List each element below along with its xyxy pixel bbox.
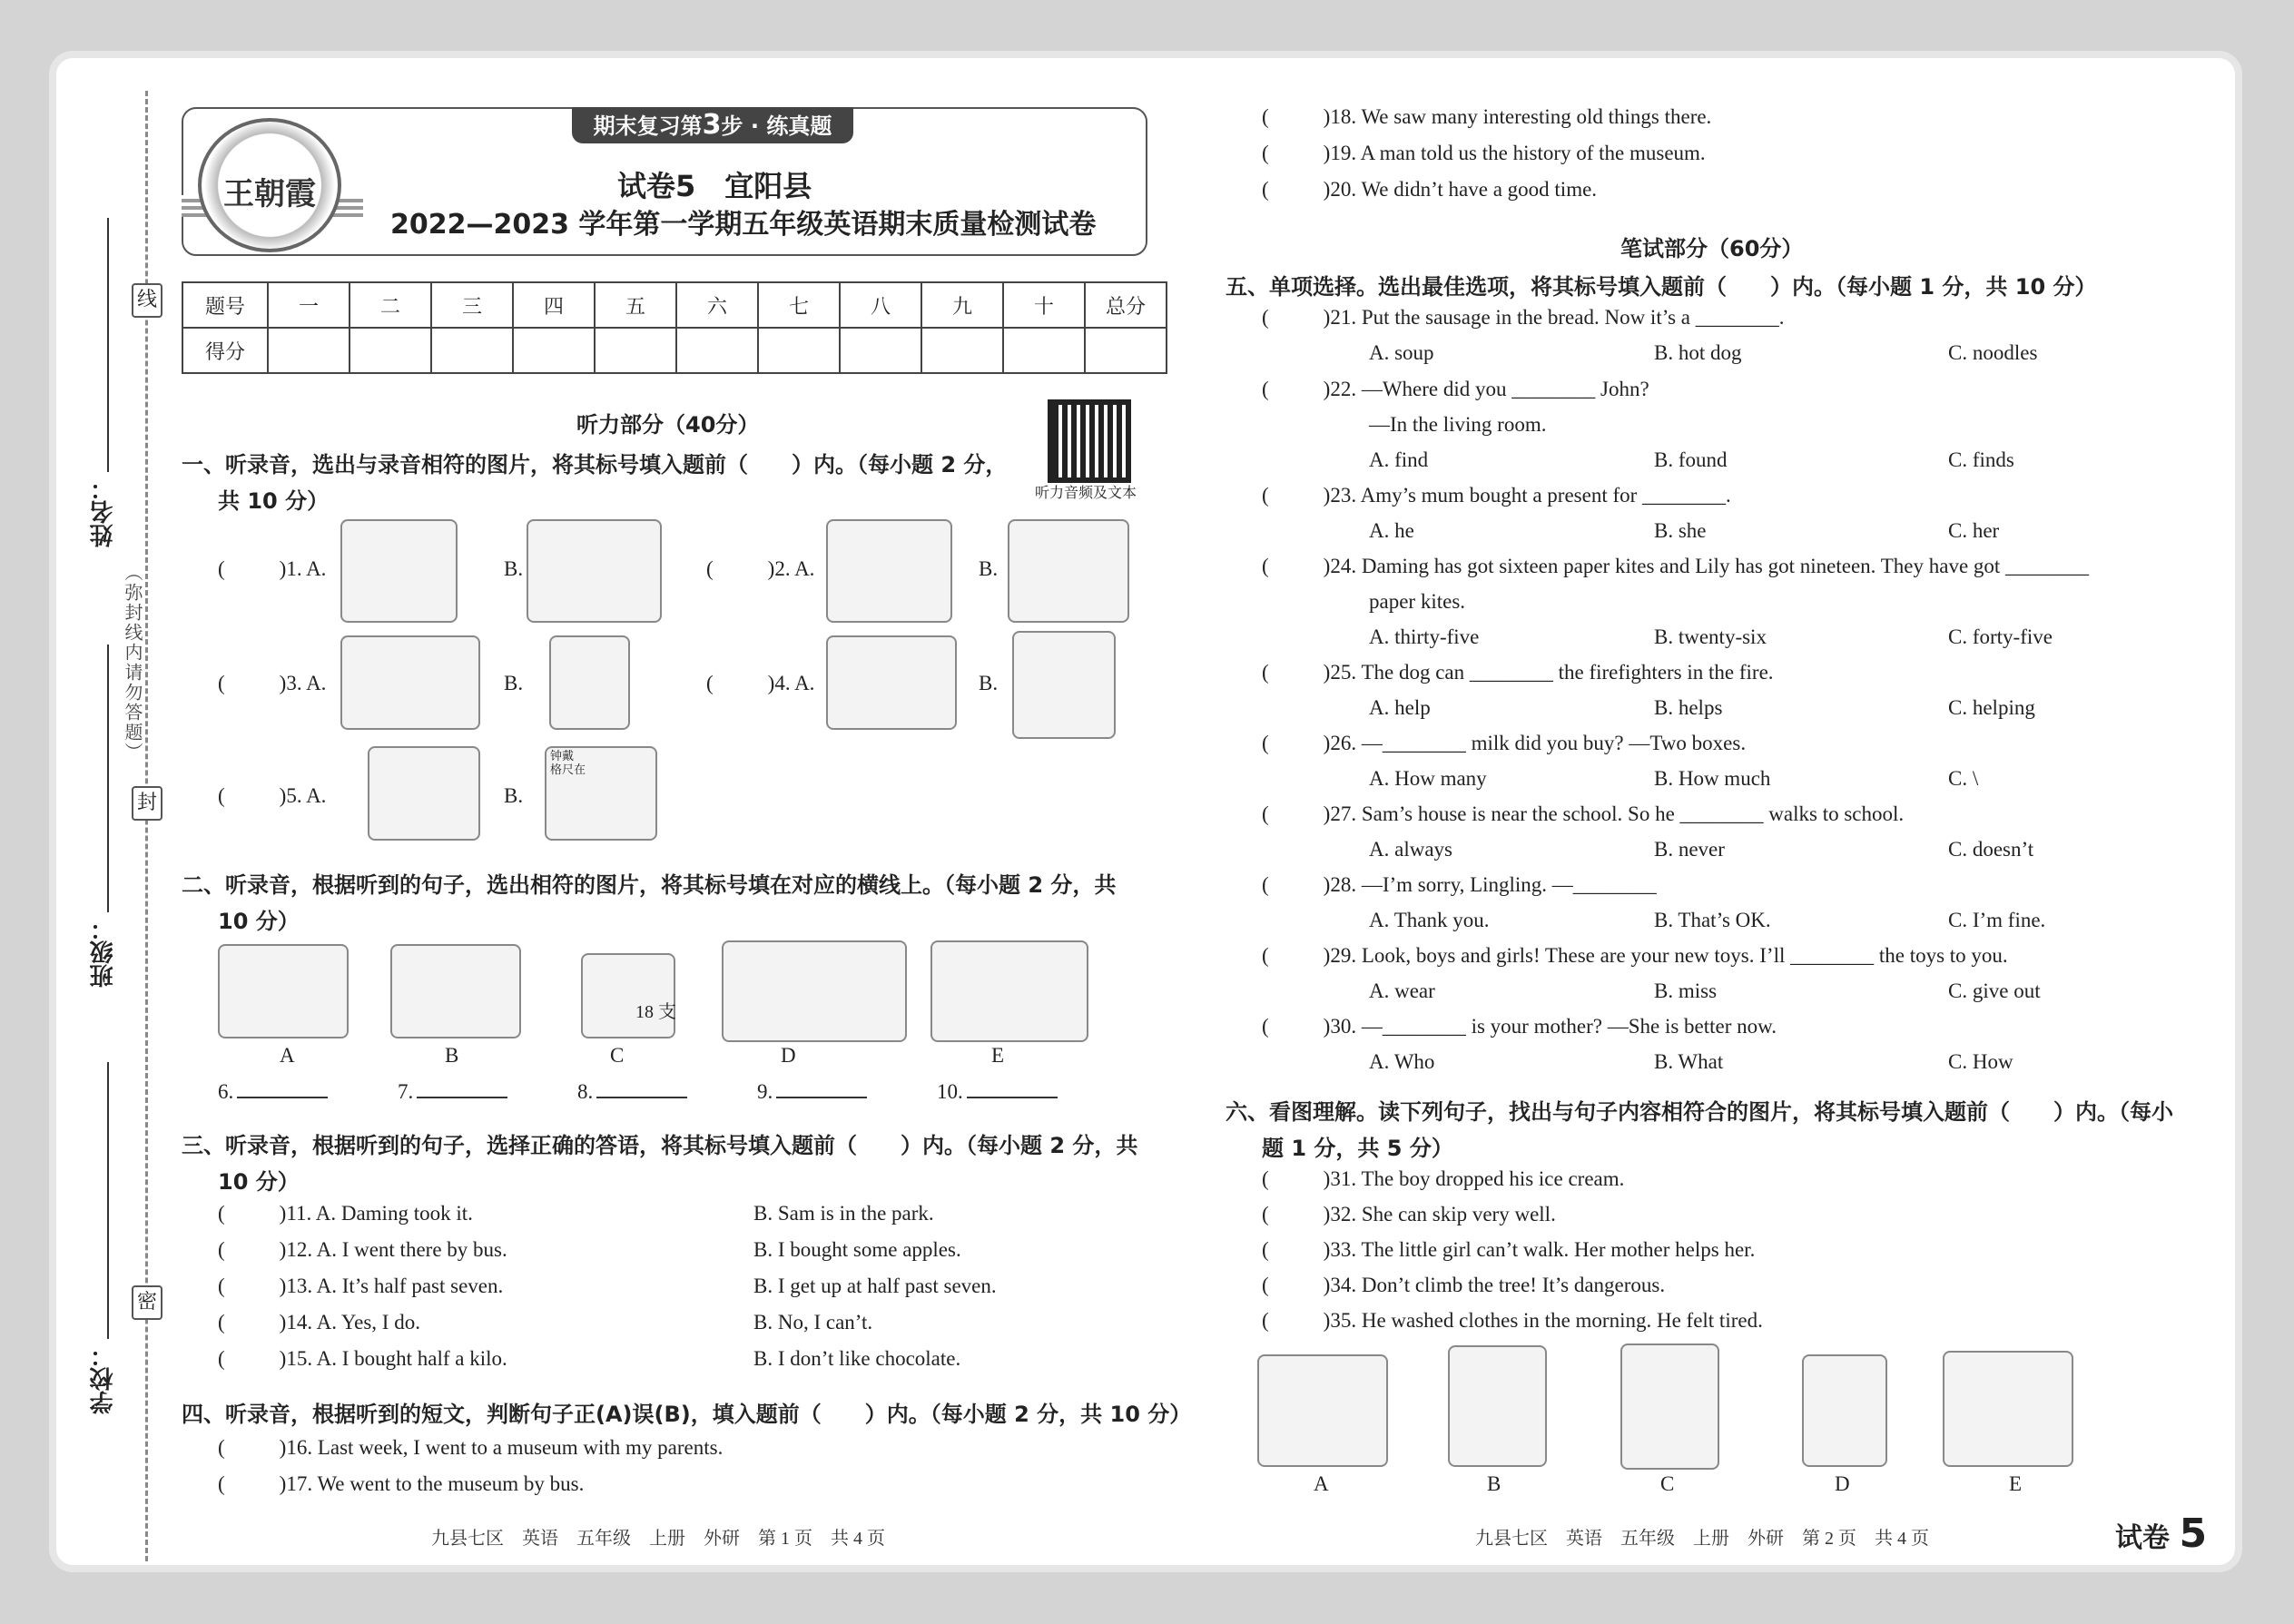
q30-option-c: C. How [1948,1050,2013,1073]
footer-left: 九县七区 英语 五年级 上册 外研 第 1 页 共 4 页 [431,1529,885,1549]
q29-option-a: A. wear [1369,979,1435,1002]
sec1-title-cont: 共 10 分） [218,488,330,514]
binding-note: （弥封线内请勿答题） [122,563,143,763]
sec2-picture-b [390,944,521,1038]
q21: ( )21. Put the sausage in the bread. Now it’s a ________. [1262,306,1785,329]
q28-option-b: B. That’s OK. [1654,909,1771,931]
q28-option-a: A. Thank you. [1369,909,1490,931]
sec1-title: 一、听录音，选出与录音相符的图片，将其标号填入题前（ ）内。（每小题 2 分， [182,452,1008,477]
sec2-picture-a [218,944,349,1038]
q35: ( )35. He washed clothes in the morning. He felt tired. [1262,1309,1763,1332]
sec6-picture-d [1802,1354,1887,1467]
answer-blank-6[interactable]: 6. [218,1080,328,1104]
q2-picture-b [1008,519,1129,623]
sec2-label-e: E [991,1044,1005,1067]
sec6-picture-e [1943,1351,2073,1467]
q22: ( )22. —Where did you ________ John? [1262,378,1649,400]
q29-option-b: B. miss [1654,979,1718,1002]
q4-picture-a [826,635,957,730]
q4-picture-b [1012,631,1116,739]
q11: ( )11. A. Daming took it. [218,1202,473,1225]
q30-option-a: A. Who [1369,1050,1435,1073]
q5: ( )5. A. [218,784,327,807]
paper-subtitle: 2022—2023 学年第一学期五年级英语期末质量检测试卷 [390,209,1097,241]
q25-option-c: C. helping [1948,696,2035,719]
q1-picture-b [527,519,662,623]
sec2-label-b: B [445,1044,459,1067]
qr-caption: 听力音频及文本 [1035,484,1137,501]
sec2-label-a: A [280,1044,295,1067]
binding-mark-secret: 密 [132,1285,162,1320]
answer-blank-8[interactable]: 8. [577,1080,687,1104]
sec2-picture-e [930,940,1088,1042]
sheet-number: 试卷 5 [2115,1511,2208,1557]
q27: ( )27. Sam’s house is near the school. So he ________ walks to school. [1262,802,1905,825]
sec6-label-d: D [1835,1472,1850,1495]
q25: ( )25. The dog can ________ the firefighters in the fire. [1262,661,1774,684]
q26-option-c: C. \ [1948,767,1979,790]
q13: ( )13. A. It’s half past seven. [218,1275,504,1297]
q27-option-b: B. never [1654,838,1725,861]
q2-b-label: B. [979,557,999,580]
q28: ( )28. —I’m sorry, Lingling. —________ [1262,873,1657,896]
q22-option-a: A. find [1369,448,1429,471]
binding-mark-seal: 封 [132,786,162,821]
q29: ( )29. Look, boys and girls! These are your new toys. I’ll ________ the toys to you. [1262,944,2008,967]
answer-blank-7[interactable]: 7. [398,1080,507,1104]
q32: ( )32. She can skip very well. [1262,1203,1556,1225]
written-title: 笔试部分（60分） [1620,236,1804,261]
q21-option-c: C. noodles [1948,341,2038,364]
q23: ( )23. Amy’s mum bought a present for ________. [1262,484,1731,507]
sec4-title: 四、听录音，根据听到的短文，判断句子正(A)误(B)，填入题前（ ）内。（每小题 2 分，共 10 分） [182,1402,1192,1427]
q5-picture-b-caption: 钟戴 格尺在 [550,750,586,777]
sec2-picture-c [581,953,675,1038]
q12: ( )12. A. I went there by bus. [218,1238,507,1261]
q4: ( )4. A. [706,672,815,694]
q27-option-a: A. always [1369,838,1452,861]
brand-logo: 王朝霞 [198,118,341,252]
q29-option-c: C. give out [1948,979,2041,1002]
q24-option-b: B. twenty-six [1654,625,1767,648]
name-label: 姓名： [90,477,117,547]
q21-option-a: A. soup [1369,341,1434,364]
sec3-title: 三、听录音，根据听到的句子，选择正确的答语，将其标号填入题前（ ）内。（每小题 2 分，共 [182,1133,1138,1158]
q3-picture-a [340,635,480,730]
sec6-picture-b [1448,1345,1547,1467]
score-header-row: 题号 一 二 三 四 五 六 七 八 九 十 总分 [182,282,1167,328]
sec2-label-d: D [781,1044,796,1067]
sec6-title-cont: 题 1 分，共 5 分） [1262,1136,1453,1161]
binding-mark-line: 线 [132,283,162,318]
q26-option-b: B. How much [1654,767,1771,790]
q23-option-b: B. she [1654,519,1707,542]
q21-option-b: B. hot dog [1654,341,1742,364]
q5-picture-a [368,746,480,841]
q2: ( )2. A. [706,557,815,580]
sec6-picture-c [1620,1343,1719,1470]
footer-right: 九县七区 英语 五年级 上册 外研 第 2 页 共 4 页 [1475,1529,1929,1549]
q26: ( )26. —________ milk did you buy? —Two boxes. [1262,732,1747,754]
school-field[interactable] [107,1062,109,1339]
q3-b-label: B. [504,672,524,694]
q19: ( )19. A man told us the history of the museum. [1262,142,1706,164]
q18: ( )18. We saw many interesting old things there. [1262,105,1712,128]
q20: ( )20. We didn’t have a good time. [1262,178,1598,201]
q12-option-b: B. I bought some apples. [753,1238,961,1261]
sec6-picture-a [1257,1354,1388,1467]
q17: ( )17. We went to the museum by bus. [218,1472,585,1495]
q4-b-label: B. [979,672,999,694]
q22-reply: —In the living room. [1369,413,1547,436]
sec2-label-c: C [610,1044,625,1067]
q11-option-b: B. Sam is in the park. [753,1202,934,1225]
answer-blank-10[interactable]: 10. [937,1080,1058,1104]
score-value-row: 得分 [182,328,1167,373]
sec5-title: 五、单项选择。选出最佳选项，将其标号填入题前（ ）内。（每小题 1 分，共 10 分） [1226,274,2097,300]
class-label: 班级： [90,917,117,988]
q16: ( )16. Last week, I went to a museum with my parents. [218,1436,724,1459]
q3: ( )3. A. [218,672,327,694]
listening-title: 听力部分（40分） [576,412,760,438]
q25-option-b: B. helps [1654,696,1723,719]
q14-option-b: B. No, I can’t. [753,1311,873,1334]
q1-picture-a [340,519,458,623]
sec6-title: 六、看图理解。读下列句子，找出与句子内容相符合的图片，将其标号填入题前（ ）内。（每小 [1226,1099,2173,1125]
q1: ( )1. A. [218,557,327,580]
sec2-picture-d [722,940,907,1042]
sec6-label-e: E [2009,1472,2023,1495]
sec3-title-cont: 10 分） [218,1169,300,1195]
sec2-title: 二、听录音，根据听到的句子，选出相符的图片，将其标号填在对应的横线上。（每小题 2 分，共 [182,872,1117,898]
score-table [182,281,1167,374]
crayon-count: 18 支 [635,1002,676,1022]
q23-option-a: A. he [1369,519,1414,542]
sec6-label-a: A [1314,1472,1329,1495]
q31: ( )31. The boy dropped his ice cream. [1262,1167,1625,1190]
q15: ( )15. A. I bought half a kilo. [218,1347,507,1370]
q24-cont: paper kites. [1369,590,1466,613]
school-label: 学校： [90,1343,117,1414]
q13-option-b: B. I get up at half past seven. [753,1275,997,1297]
q1-b-label: B. [504,557,524,580]
answer-blank-9[interactable]: 9. [757,1080,867,1104]
q27-option-c: C. doesn’t [1948,838,2034,861]
paper-title: 试卷5 宜阳县 [617,169,812,203]
class-field[interactable] [107,645,109,912]
q30-option-b: B. What [1654,1050,1724,1073]
q24: ( )24. Daming has got sixteen paper kites and Lily has got nineteen. They have got ________ [1262,555,2090,577]
q5-b-label: B. [504,784,524,807]
name-field[interactable] [107,218,109,472]
sec6-label-c: C [1660,1472,1675,1495]
sec6-label-b: B [1487,1472,1501,1495]
q33: ( )33. The little girl can’t walk. Her mother helps her. [1262,1238,1756,1261]
step-banner: 期末复习第3步 · 练真题 [572,107,853,143]
q24-option-a: A. thirty-five [1369,625,1480,648]
q30: ( )30. —________ is your mother? —She is better now. [1262,1015,1777,1038]
q22-option-c: C. finds [1948,448,2014,471]
qr-code-icon[interactable] [1053,405,1126,477]
q34: ( )34. Don’t climb the tree! It’s dangerous. [1262,1274,1666,1296]
q3-picture-b [549,635,630,730]
q14: ( )14. A. Yes, I do. [218,1311,420,1334]
q2-picture-a [826,519,952,623]
q28-option-c: C. I’m fine. [1948,909,2046,931]
q23-option-c: C. her [1948,519,2000,542]
q25-option-a: A. help [1369,696,1431,719]
q15-option-b: B. I don’t like chocolate. [753,1347,961,1370]
q24-option-c: C. forty-five [1948,625,2053,648]
q26-option-a: A. How many [1369,767,1487,790]
sec2-title-cont: 10 分） [218,909,300,934]
q22-option-b: B. found [1654,448,1728,471]
